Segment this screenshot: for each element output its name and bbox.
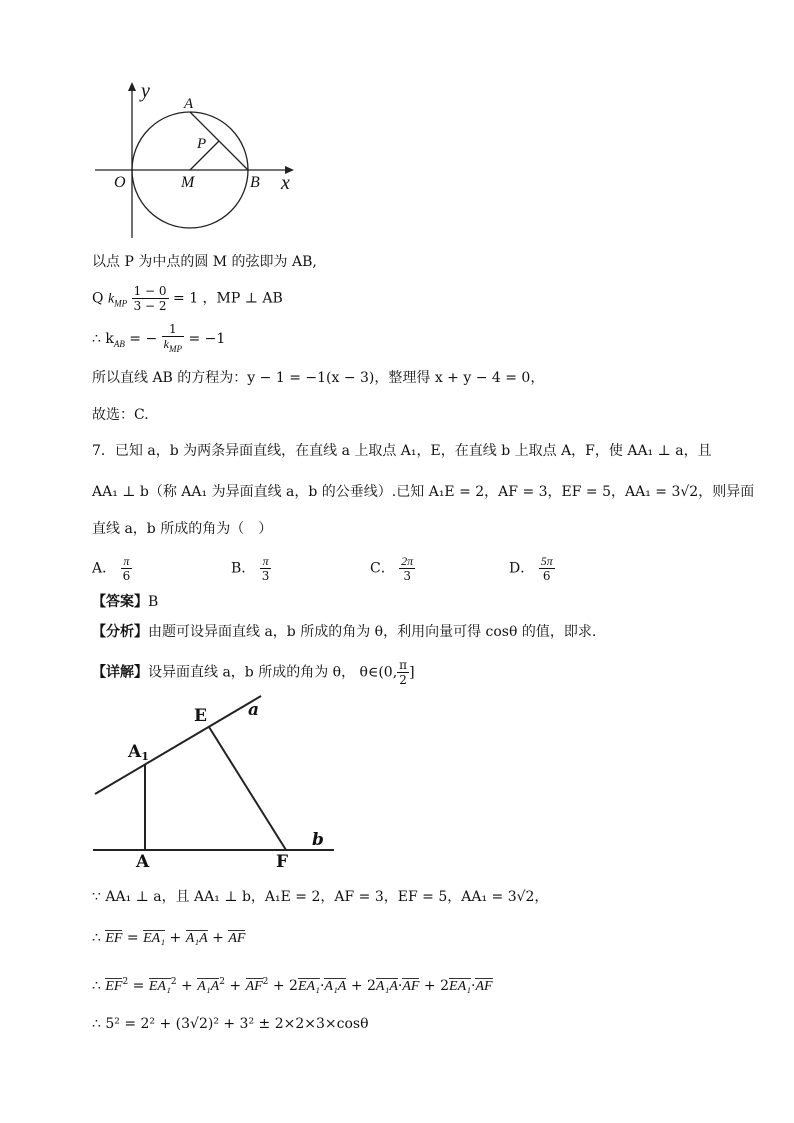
- line-slope-mp: [92, 284, 283, 314]
- label-m: M: [181, 174, 195, 191]
- fig2-label-a1: [128, 742, 149, 763]
- q7-line2: AA₁ ⊥ b（称 AA₁ 为异面直线 a，b 的公垂线）.已知 A₁E = 2，AF = 3，EF = 5，AA₁ = 3√2，则异面: [92, 484, 755, 500]
- option-c-num: 2π: [401, 554, 414, 568]
- detail-range-num: π: [399, 658, 408, 672]
- option-d-num: 5π: [540, 554, 553, 568]
- k-ab-sub: AB: [113, 339, 125, 349]
- option-c-den: 3: [403, 569, 411, 583]
- option-b-frac: [260, 554, 272, 583]
- slope-den: 3 − 2: [133, 299, 167, 313]
- option-d: [509, 554, 555, 583]
- option-a: [92, 554, 132, 583]
- label-x: x: [281, 172, 290, 194]
- label-p: P: [197, 136, 207, 152]
- option-b: [231, 554, 271, 583]
- detail-line: [92, 658, 415, 687]
- fig2-label-e: E: [194, 706, 207, 726]
- fig2-label-b-line: b: [312, 830, 324, 850]
- option-b-label: B．: [231, 560, 256, 577]
- step-numeric: ∴ 5² = 2² + (3√2)² + 3² ± 2×2×3×cosθ: [92, 1016, 369, 1032]
- k-mp: k: [107, 291, 115, 307]
- recip-den-sub: MP: [169, 344, 182, 354]
- answer-line: [92, 592, 158, 612]
- detail-text: 设异面直线 a，b 所成的角为 θ，: [148, 664, 356, 681]
- recip-num: 1: [162, 322, 184, 337]
- option-c-label: C．: [370, 560, 395, 577]
- slope-num: 1 − 0: [133, 284, 167, 298]
- q7-line3: 直线 a，b 所成的角为（ ）: [92, 521, 273, 537]
- label-a: A: [184, 96, 194, 112]
- k-mp-sub: MP: [114, 298, 128, 309]
- recip-fraction: [162, 322, 184, 356]
- option-a-label: A．: [92, 560, 117, 577]
- option-a-frac: [121, 554, 133, 583]
- skew-lines-figure: [90, 690, 350, 880]
- line-chord: 以点 P 为中点的圆 M 的弦即为 AB,: [92, 254, 317, 270]
- k-ab-pre: ∴ k: [92, 331, 114, 347]
- detail-tag: 【详解】: [92, 664, 148, 681]
- label-y: y: [141, 80, 150, 102]
- q7-line1: 7．已知 a，b 为两条异面直线，在直线 a 上取点 A₁，E，在直线 b 上取点 A，F，使 AA₁ ⊥ a，且: [92, 443, 712, 459]
- option-d-label: D．: [509, 560, 535, 577]
- line-choose-c: 故选：C.: [92, 407, 149, 423]
- answer-tag: 【答案】: [92, 594, 148, 610]
- y-axis-arrow: [128, 82, 136, 91]
- option-b-num: π: [260, 554, 272, 569]
- detail-range-frac: [397, 658, 409, 687]
- fig2-label-a-line: a: [248, 700, 260, 720]
- label-b: B: [250, 174, 260, 191]
- therefore-q: Q: [92, 290, 104, 307]
- fig2-label-a: A: [136, 852, 150, 872]
- k-ab-mid: = −: [129, 331, 158, 347]
- option-d-frac: [539, 554, 555, 583]
- k-ab-rest: = −1: [188, 331, 226, 347]
- fig2-label-f: F: [276, 852, 289, 872]
- step-given: ∵ AA₁ ⊥ a，且 AA₁ ⊥ b，A₁E = 2，AF = 3，EF = 5，AA₁ = 3√2，: [92, 889, 549, 905]
- analysis-tag: 【分析】: [92, 624, 148, 640]
- option-a-den: 6: [122, 569, 131, 583]
- option-d-den: 6: [542, 569, 551, 583]
- line-equation: 所以直线 AB 的方程为：y − 1 = −1(x − 3)，整理得 x + y − 4 = 0，: [92, 370, 545, 386]
- option-b-den: 3: [261, 569, 270, 583]
- analysis-text: 由题可设异面直线 a，b 所成的角为 θ，利用向量可得 cosθ 的值，即求.: [148, 624, 597, 640]
- answer-value: B: [148, 594, 159, 610]
- label-o: O: [114, 174, 126, 191]
- step-vector-sum: ∴ EF = EA₁ + A₁A + AF: [92, 928, 245, 949]
- analysis-line: [92, 622, 596, 642]
- option-c: [370, 554, 415, 583]
- segment-ef: [209, 727, 286, 850]
- circle-figure: [90, 78, 310, 248]
- recip-den: [162, 337, 184, 356]
- step-vector-square: ∴ $EF^2 = EA_1^2 + A_1A^2 + AF^2 + 2EA_1\cdot A_1A + 2A_1A\cdot AF + 2EA_1\cdot AF$: [92, 972, 493, 997]
- slope-fraction: [132, 284, 169, 313]
- recip-den-k: k: [163, 337, 169, 351]
- detail-range-end: ]: [409, 664, 415, 681]
- detail-range: θ∈(0,: [359, 664, 398, 681]
- line-slope-ab: [92, 322, 225, 356]
- line-a: [95, 696, 261, 794]
- fig2-label-a1-sub: 1: [141, 750, 149, 763]
- fig2-label-a1-main: A: [128, 742, 142, 762]
- option-a-num: π: [121, 554, 133, 569]
- option-c-frac: [399, 554, 415, 583]
- slope-rest: = 1 ，MP ⊥ AB: [173, 290, 283, 307]
- detail-range-den: 2: [399, 673, 407, 687]
